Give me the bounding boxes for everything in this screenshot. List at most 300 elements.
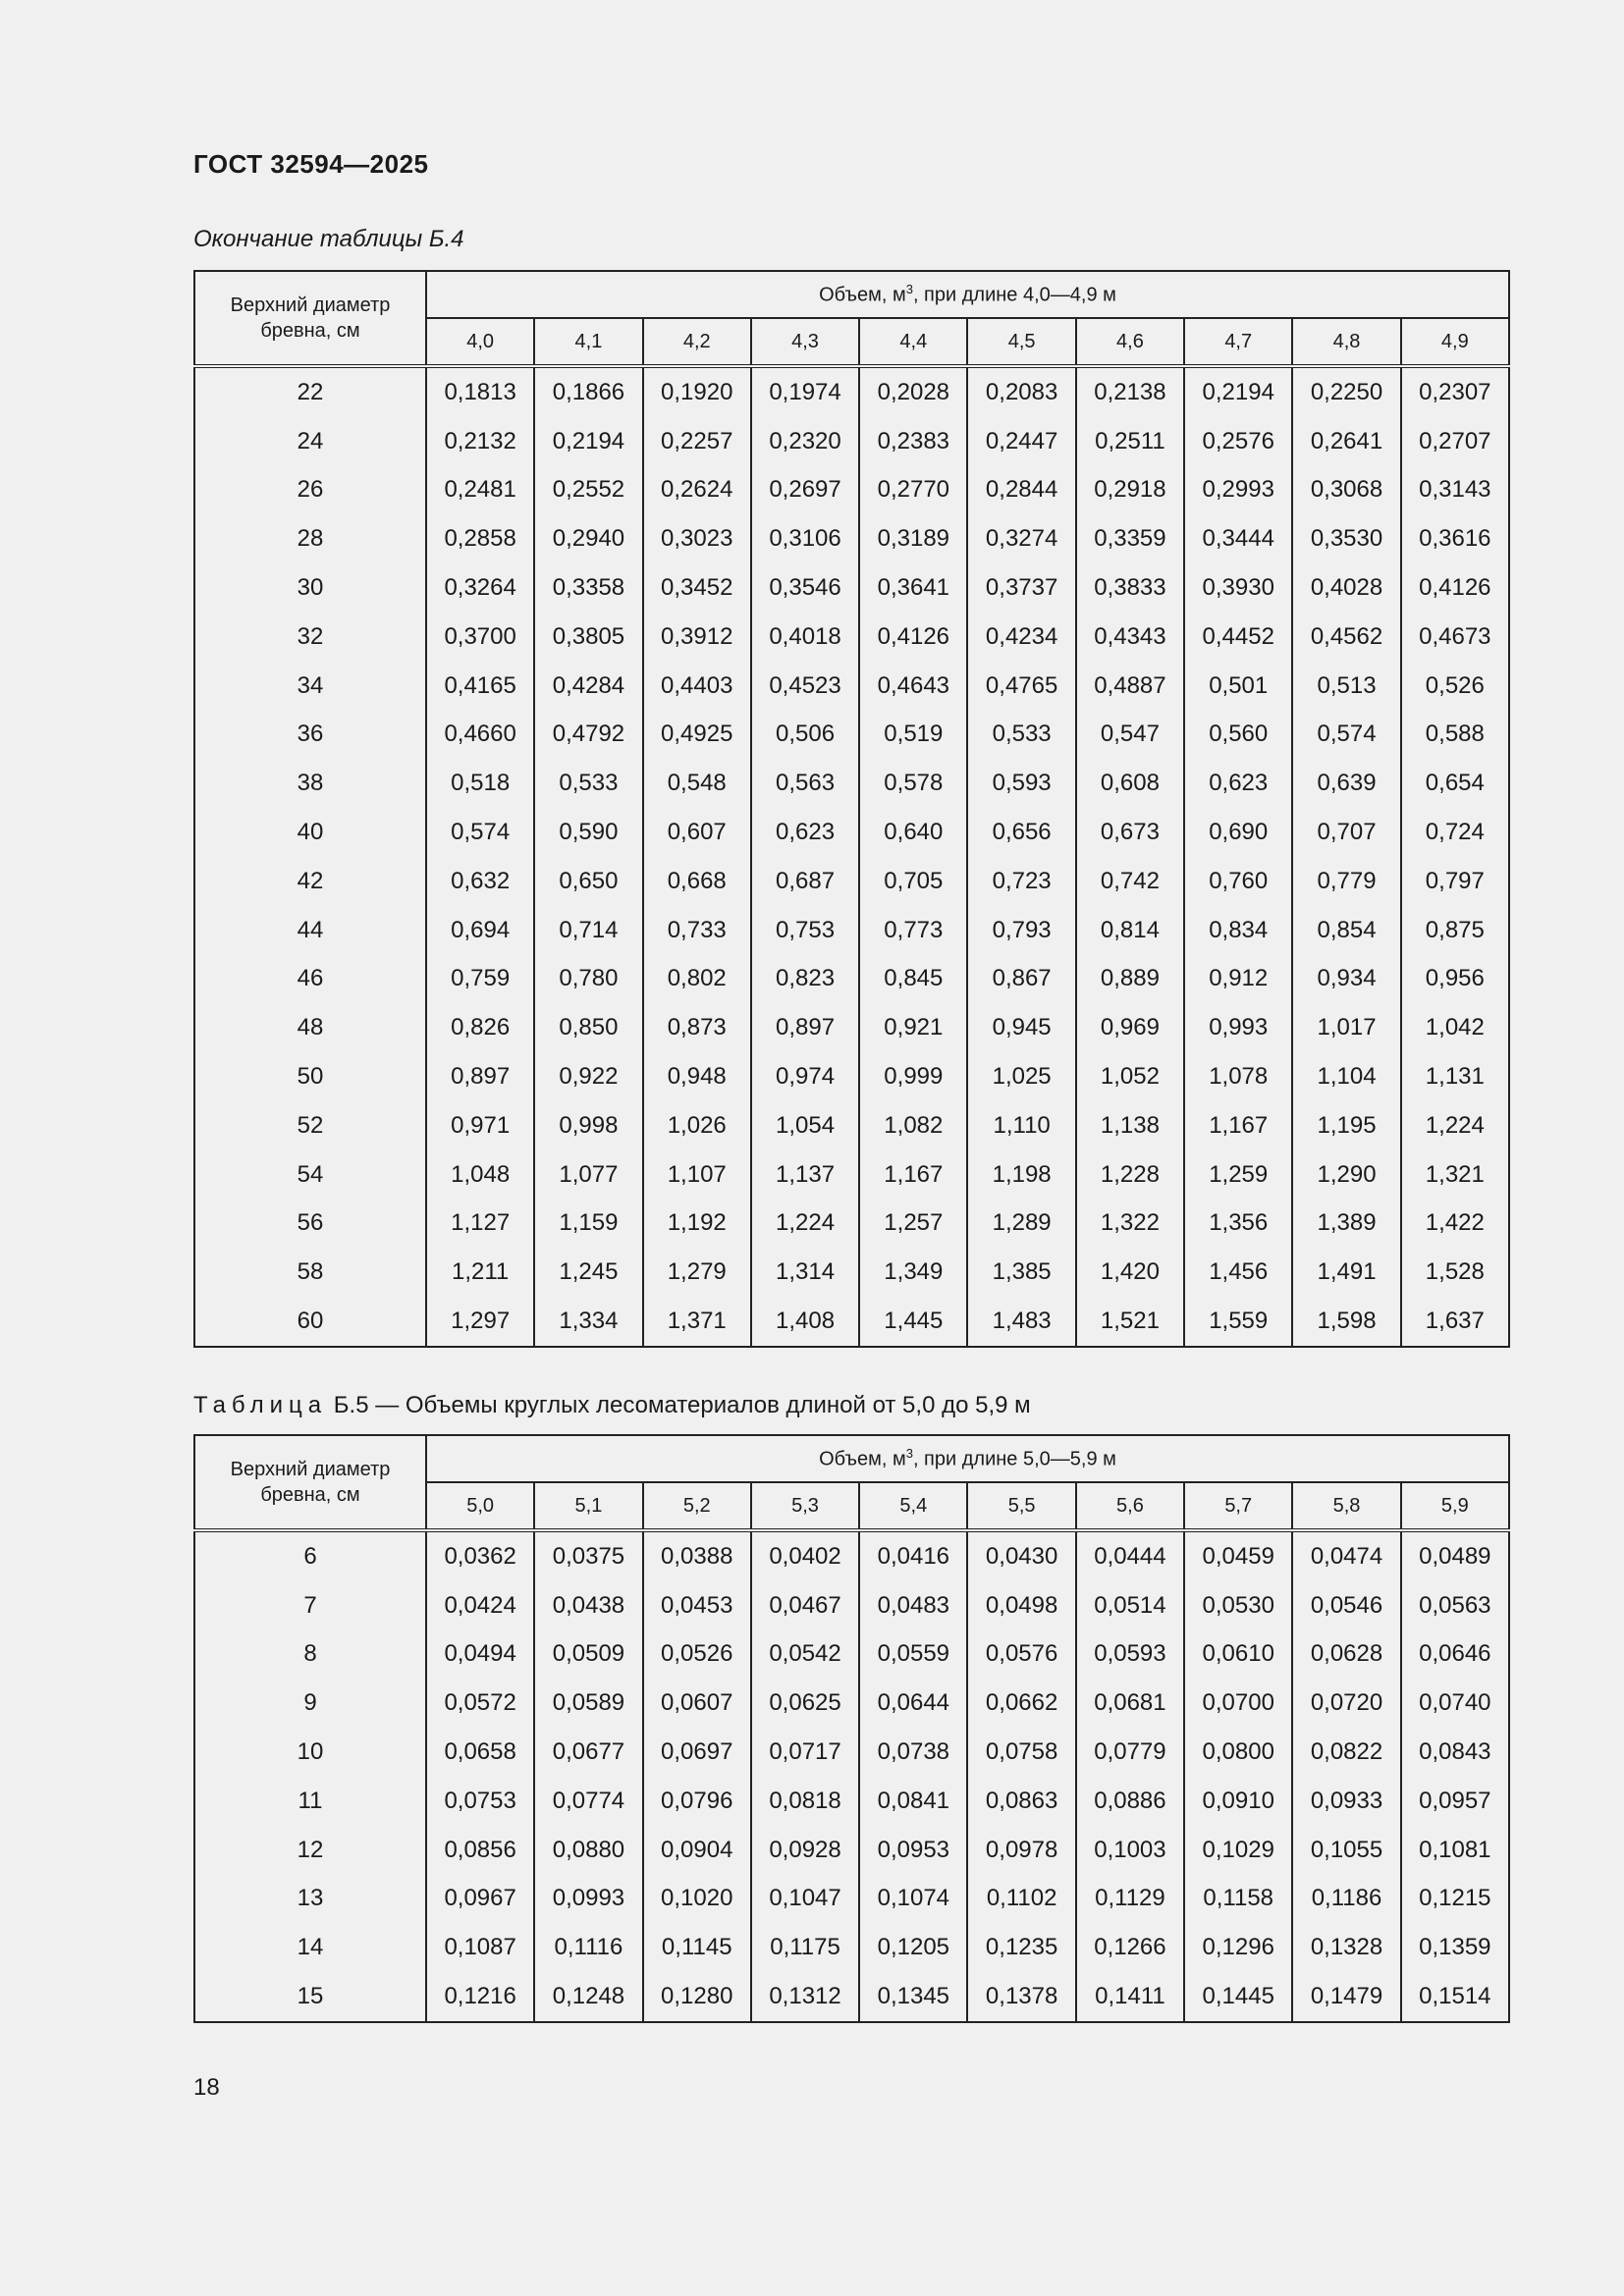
diameter-cell: 6	[194, 1530, 426, 1581]
volume-cell: 1,198	[967, 1150, 1075, 1200]
table-row	[194, 1826, 1509, 1875]
volume-cell: 0,4792	[534, 711, 642, 760]
volume-cell: 1,167	[1184, 1101, 1292, 1150]
table-row	[194, 711, 1509, 760]
volume-cell: 0,993	[1184, 1003, 1292, 1052]
volume-cell: 0,0424	[426, 1581, 534, 1630]
volume-cell: 0,0928	[751, 1826, 859, 1875]
volume-cell: 0,0438	[534, 1581, 642, 1630]
volume-cell: 0,1102	[967, 1875, 1075, 1924]
volume-cell: 0,2844	[967, 466, 1075, 515]
diameter-cell: 14	[194, 1923, 426, 1972]
volume-cell: 0,0774	[534, 1777, 642, 1826]
table-b5-body	[194, 1530, 1509, 2022]
volume-cell: 0,714	[534, 906, 642, 955]
volume-cell: 1,110	[967, 1101, 1075, 1150]
volume-cell: 1,127	[426, 1200, 534, 1249]
volume-cell: 0,563	[751, 759, 859, 808]
table-row	[194, 1297, 1509, 1347]
table-b4-caption: Окончание таблицы Б.4	[193, 226, 464, 252]
volume-cell: 0,668	[643, 857, 751, 906]
volume-cell: 0,0886	[1076, 1777, 1184, 1826]
volume-cell: 0,3264	[426, 563, 534, 613]
volume-cell: 0,0856	[426, 1826, 534, 1875]
volume-cell: 0,0474	[1292, 1530, 1400, 1581]
length-header-cell: 4,3	[751, 318, 859, 366]
volume-cell: 0,3143	[1401, 466, 1509, 515]
volume-cell: 1,290	[1292, 1150, 1400, 1200]
volume-cell: 1,528	[1401, 1248, 1509, 1297]
volume-cell: 0,1514	[1401, 1972, 1509, 2022]
volume-cell: 0,2083	[967, 366, 1075, 417]
length-header-cell: 4,2	[643, 318, 751, 366]
volume-cell: 1,211	[426, 1248, 534, 1297]
diameter-cell: 11	[194, 1777, 426, 1826]
volume-cell: 0,3106	[751, 514, 859, 563]
volume-cell: 1,159	[534, 1200, 642, 1249]
volume-cell: 0,2697	[751, 466, 859, 515]
diameter-cell: 52	[194, 1101, 426, 1150]
length-header-cell: 5,6	[1076, 1482, 1184, 1530]
length-header-cell: 5,0	[426, 1482, 534, 1530]
volume-cell: 0,623	[751, 808, 859, 857]
diameter-cell: 40	[194, 808, 426, 857]
volume-cell: 0,0953	[859, 1826, 967, 1875]
volume-cell: 0,4643	[859, 662, 967, 711]
table-row	[194, 1923, 1509, 1972]
diameter-cell: 58	[194, 1248, 426, 1297]
volume-cell: 0,1312	[751, 1972, 859, 2022]
volume-cell: 1,349	[859, 1248, 967, 1297]
volume-cell: 0,0607	[643, 1679, 751, 1728]
volume-cell: 0,850	[534, 1003, 642, 1052]
volume-cell: 0,1411	[1076, 1972, 1184, 2022]
volume-cell: 0,513	[1292, 662, 1400, 711]
volume-cell: 1,167	[859, 1150, 967, 1200]
volume-cell: 0,3805	[534, 613, 642, 662]
volume-cell: 0,547	[1076, 711, 1184, 760]
volume-cell: 0,4165	[426, 662, 534, 711]
table-b5-caption: Таблица Б.5 — Объемы круглых лесоматериалов длиной от 5,0 до 5,9 м	[193, 1392, 1031, 1418]
volume-cell: 0,0677	[534, 1728, 642, 1777]
table-row	[194, 759, 1509, 808]
volume-cell: 0,0779	[1076, 1728, 1184, 1777]
volume-cell: 0,3530	[1292, 514, 1400, 563]
table-b4	[193, 270, 1510, 1348]
volume-cell: 0,1813	[426, 366, 534, 417]
table-row	[194, 906, 1509, 955]
length-header-cell: 5,7	[1184, 1482, 1292, 1530]
diameter-cell: 9	[194, 1679, 426, 1728]
volume-cell: 0,0697	[643, 1728, 751, 1777]
volume-cell: 0,640	[859, 808, 967, 857]
volume-cell: 0,0644	[859, 1679, 967, 1728]
volume-cell: 0,548	[643, 759, 751, 808]
table-row	[194, 662, 1509, 711]
volume-cell: 0,0933	[1292, 1777, 1400, 1826]
volume-cell: 1,334	[534, 1297, 642, 1347]
length-header-cell: 4,6	[1076, 318, 1184, 366]
volume-cell: 0,518	[426, 759, 534, 808]
volume-cell: 0,0628	[1292, 1630, 1400, 1680]
volume-cell: 0,4765	[967, 662, 1075, 711]
length-header-cell: 4,5	[967, 318, 1075, 366]
volume-cell: 0,574	[426, 808, 534, 857]
volume-cell: 0,0467	[751, 1581, 859, 1630]
volume-cell: 0,654	[1401, 759, 1509, 808]
volume-cell: 0,3023	[643, 514, 751, 563]
volume-cell: 1,420	[1076, 1248, 1184, 1297]
table-row	[194, 1972, 1509, 2022]
diameter-cell: 22	[194, 366, 426, 417]
volume-cell: 0,0498	[967, 1581, 1075, 1630]
volume-cell: 0,4343	[1076, 613, 1184, 662]
diameter-cell: 48	[194, 1003, 426, 1052]
volume-cell: 0,3616	[1401, 514, 1509, 563]
volume-cell: 0,533	[534, 759, 642, 808]
volume-cell: 1,356	[1184, 1200, 1292, 1249]
volume-cell: 0,0526	[643, 1630, 751, 1680]
volume-cell: 0,0402	[751, 1530, 859, 1581]
volume-cell: 0,3358	[534, 563, 642, 613]
volume-cell: 0,889	[1076, 955, 1184, 1004]
volume-cell: 1,491	[1292, 1248, 1400, 1297]
volume-header: Объем, $м^3$, при длине 4,0—4,9 м	[426, 271, 1509, 318]
volume-cell: 0,1074	[859, 1875, 967, 1924]
table-row	[194, 1875, 1509, 1924]
volume-cell: 0,1175	[751, 1923, 859, 1972]
table-row	[194, 1003, 1509, 1052]
table-row	[194, 1581, 1509, 1630]
volume-cell: 0,1158	[1184, 1875, 1292, 1924]
volume-cell: 1,408	[751, 1297, 859, 1347]
volume-cell: 0,0593	[1076, 1630, 1184, 1680]
volume-cell: 0,1248	[534, 1972, 642, 2022]
volume-cell: 0,1029	[1184, 1826, 1292, 1875]
volume-cell: 0,578	[859, 759, 967, 808]
volume-cell: 0,650	[534, 857, 642, 906]
volume-cell: 0,0740	[1401, 1679, 1509, 1728]
length-header-cell: 5,5	[967, 1482, 1075, 1530]
volume-cell: 0,2511	[1076, 417, 1184, 466]
volume-cell: 0,0416	[859, 1530, 967, 1581]
volume-cell: 0,0993	[534, 1875, 642, 1924]
volume-cell: 0,897	[751, 1003, 859, 1052]
volume-cell: 0,0978	[967, 1826, 1075, 1875]
volume-cell: 1,026	[643, 1101, 751, 1150]
diameter-header: Верхний диаметр бревна, см	[194, 1435, 426, 1530]
table-row	[194, 613, 1509, 662]
volume-cell: 1,137	[751, 1150, 859, 1200]
volume-cell: 0,3444	[1184, 514, 1292, 563]
volume-cell: 0,948	[643, 1052, 751, 1101]
volume-cell: 0,971	[426, 1101, 534, 1150]
volume-cell: 0,1216	[426, 1972, 534, 2022]
volume-cell: 1,483	[967, 1297, 1075, 1347]
volume-cell: 0,0388	[643, 1530, 751, 1581]
volume-cell: 0,2138	[1076, 366, 1184, 417]
volume-cell: 0,3546	[751, 563, 859, 613]
volume-cell: 0,753	[751, 906, 859, 955]
volume-cell: 0,1328	[1292, 1923, 1400, 1972]
volume-cell: 0,0589	[534, 1679, 642, 1728]
volume-cell: 0,1003	[1076, 1826, 1184, 1875]
volume-cell: 1,598	[1292, 1297, 1400, 1347]
volume-cell: 0,1280	[643, 1972, 751, 2022]
volume-cell: 0,0662	[967, 1679, 1075, 1728]
doc-code: ГОСТ 32594—2025	[193, 149, 429, 179]
length-header-cell: 5,1	[534, 1482, 642, 1530]
volume-cell: 1,289	[967, 1200, 1075, 1249]
volume-cell: 0,1920	[643, 366, 751, 417]
volume-cell: 1,314	[751, 1248, 859, 1297]
volume-cell: 0,0453	[643, 1581, 751, 1630]
volume-cell: 0,793	[967, 906, 1075, 955]
volume-cell: 0,1235	[967, 1923, 1075, 1972]
length-header-cell: 4,8	[1292, 318, 1400, 366]
volume-cell: 0,4018	[751, 613, 859, 662]
volume-cell: 0,632	[426, 857, 534, 906]
diameter-header: Верхний диаметр бревна, см	[194, 271, 426, 366]
volume-cell: 0,590	[534, 808, 642, 857]
volume-cell: 0,506	[751, 711, 859, 760]
volume-cell: 0,0681	[1076, 1679, 1184, 1728]
volume-cell: 0,2320	[751, 417, 859, 466]
volume-cell: 0,687	[751, 857, 859, 906]
volume-cell: 0,845	[859, 955, 967, 1004]
volume-cell: 0,867	[967, 955, 1075, 1004]
volume-cell: 0,4925	[643, 711, 751, 760]
volume-cell: 0,2641	[1292, 417, 1400, 466]
volume-cell: 0,0646	[1401, 1630, 1509, 1680]
volume-cell: 0,1055	[1292, 1826, 1400, 1875]
volume-cell: 0,593	[967, 759, 1075, 808]
volume-cell: 0,0576	[967, 1630, 1075, 1680]
volume-cell: 0,0514	[1076, 1581, 1184, 1630]
diameter-cell: 24	[194, 417, 426, 466]
volume-cell: 0,3641	[859, 563, 967, 613]
table-b4-body	[194, 366, 1509, 1347]
table-row	[194, 1200, 1509, 1249]
volume-cell: 0,0800	[1184, 1728, 1292, 1777]
volume-cell: 0,0818	[751, 1777, 859, 1826]
volume-cell: 0,526	[1401, 662, 1509, 711]
volume-cell: 0,0717	[751, 1728, 859, 1777]
volume-cell: 1,521	[1076, 1297, 1184, 1347]
volume-cell: 1,025	[967, 1052, 1075, 1101]
volume-cell: 0,912	[1184, 955, 1292, 1004]
volume-cell: 1,259	[1184, 1150, 1292, 1200]
volume-cell: 0,3452	[643, 563, 751, 613]
volume-cell: 0,2132	[426, 417, 534, 466]
length-header-cell: 5,4	[859, 1482, 967, 1530]
diameter-cell: 15	[194, 1972, 426, 2022]
table-row	[194, 466, 1509, 515]
volume-cell: 0,3737	[967, 563, 1075, 613]
diameter-cell: 36	[194, 711, 426, 760]
volume-cell: 0,4234	[967, 613, 1075, 662]
diameter-cell: 54	[194, 1150, 426, 1200]
table-row	[194, 1728, 1509, 1777]
volume-cell: 1,637	[1401, 1297, 1509, 1347]
volume-cell: 0,1186	[1292, 1875, 1400, 1924]
diameter-cell: 13	[194, 1875, 426, 1924]
volume-cell: 0,0658	[426, 1728, 534, 1777]
volume-cell: 0,656	[967, 808, 1075, 857]
volume-cell: 1,228	[1076, 1150, 1184, 1200]
volume-cell: 0,1087	[426, 1923, 534, 1972]
table-row	[194, 1777, 1509, 1826]
volume-cell: 0,690	[1184, 808, 1292, 857]
diameter-cell: 12	[194, 1826, 426, 1875]
diameter-cell: 50	[194, 1052, 426, 1101]
volume-cell: 0,2624	[643, 466, 751, 515]
volume-cell: 1,456	[1184, 1248, 1292, 1297]
table-row	[194, 1052, 1509, 1101]
volume-cell: 0,501	[1184, 662, 1292, 711]
volume-cell: 0,4660	[426, 711, 534, 760]
table-row	[194, 1150, 1509, 1200]
diameter-cell: 34	[194, 662, 426, 711]
volume-cell: 0,3189	[859, 514, 967, 563]
volume-cell: 0,0459	[1184, 1530, 1292, 1581]
volume-cell: 0,2481	[426, 466, 534, 515]
volume-cell: 0,1359	[1401, 1923, 1509, 1972]
volume-cell: 0,854	[1292, 906, 1400, 955]
volume-cell: 0,934	[1292, 955, 1400, 1004]
volume-cell: 1,195	[1292, 1101, 1400, 1150]
volume-cell: 1,017	[1292, 1003, 1400, 1052]
volume-cell: 0,780	[534, 955, 642, 1004]
volume-cell: 0,2858	[426, 514, 534, 563]
volume-cell: 0,0700	[1184, 1679, 1292, 1728]
volume-cell: 0,560	[1184, 711, 1292, 760]
volume-cell: 0,2383	[859, 417, 967, 466]
volume-cell: 0,0967	[426, 1875, 534, 1924]
volume-cell: 0,0375	[534, 1530, 642, 1581]
volume-cell: 0,1116	[534, 1923, 642, 1972]
diameter-cell: 28	[194, 514, 426, 563]
diameter-cell: 60	[194, 1297, 426, 1347]
volume-cell: 0,533	[967, 711, 1075, 760]
length-header-cell: 5,3	[751, 1482, 859, 1530]
volume-cell: 0,779	[1292, 857, 1400, 906]
volume-cell: 0,3930	[1184, 563, 1292, 613]
diameter-cell: 7	[194, 1581, 426, 1630]
volume-cell: 0,0957	[1401, 1777, 1509, 1826]
table-row	[194, 1679, 1509, 1728]
volume-cell: 0,1205	[859, 1923, 967, 1972]
volume-cell: 0,0880	[534, 1826, 642, 1875]
volume-cell: 0,2194	[1184, 366, 1292, 417]
volume-cell: 0,1974	[751, 366, 859, 417]
diameter-cell: 32	[194, 613, 426, 662]
volume-cell: 1,138	[1076, 1101, 1184, 1150]
volume-cell: 0,875	[1401, 906, 1509, 955]
length-header-cell: 5,2	[643, 1482, 751, 1530]
table-row	[194, 417, 1509, 466]
volume-cell: 0,1081	[1401, 1826, 1509, 1875]
volume-cell: 0,2918	[1076, 466, 1184, 515]
volume-cell: 0,607	[643, 808, 751, 857]
volume-cell: 1,297	[426, 1297, 534, 1347]
table-row	[194, 514, 1509, 563]
volume-cell: 0,694	[426, 906, 534, 955]
volume-cell: 1,224	[1401, 1101, 1509, 1150]
volume-cell: 0,2707	[1401, 417, 1509, 466]
volume-cell: 0,0444	[1076, 1530, 1184, 1581]
volume-cell: 0,673	[1076, 808, 1184, 857]
volume-cell: 0,0863	[967, 1777, 1075, 1826]
volume-cell: 0,0625	[751, 1679, 859, 1728]
volume-cell: 0,797	[1401, 857, 1509, 906]
volume-cell: 0,1215	[1401, 1875, 1509, 1924]
volume-cell: 0,2993	[1184, 466, 1292, 515]
table-row	[194, 563, 1509, 613]
volume-cell: 0,588	[1401, 711, 1509, 760]
volume-cell: 0,3274	[967, 514, 1075, 563]
volume-cell: 1,107	[643, 1150, 751, 1200]
page-number: 18	[193, 2074, 220, 2101]
volume-cell: 0,814	[1076, 906, 1184, 955]
diameter-cell: 8	[194, 1630, 426, 1680]
volume-cell: 1,422	[1401, 1200, 1509, 1249]
volume-cell: 0,834	[1184, 906, 1292, 955]
volume-cell: 1,078	[1184, 1052, 1292, 1101]
volume-cell: 0,0559	[859, 1630, 967, 1680]
volume-cell: 0,0489	[1401, 1530, 1509, 1581]
volume-cell: 0,897	[426, 1052, 534, 1101]
volume-cell: 0,1445	[1184, 1972, 1292, 2022]
volume-cell: 0,0572	[426, 1679, 534, 1728]
volume-cell: 0,4403	[643, 662, 751, 711]
volume-cell: 0,4452	[1184, 613, 1292, 662]
volume-cell: 0,2576	[1184, 417, 1292, 466]
volume-cell: 0,4887	[1076, 662, 1184, 711]
volume-cell: 0,574	[1292, 711, 1400, 760]
length-header-cell: 4,7	[1184, 318, 1292, 366]
table-row	[194, 808, 1509, 857]
volume-cell: 0,1145	[643, 1923, 751, 1972]
volume-cell: 0,705	[859, 857, 967, 906]
volume-cell: 0,3833	[1076, 563, 1184, 613]
volume-cell: 1,104	[1292, 1052, 1400, 1101]
volume-cell: 0,3700	[426, 613, 534, 662]
volume-cell: 0,623	[1184, 759, 1292, 808]
volume-cell: 0,873	[643, 1003, 751, 1052]
volume-cell: 0,4126	[1401, 563, 1509, 613]
diameter-cell: 30	[194, 563, 426, 613]
volume-cell: 1,048	[426, 1150, 534, 1200]
volume-cell: 0,2770	[859, 466, 967, 515]
volume-cell: 0,0494	[426, 1630, 534, 1680]
volume-cell: 0,1047	[751, 1875, 859, 1924]
volume-cell: 0,0753	[426, 1777, 534, 1826]
volume-cell: 0,3068	[1292, 466, 1400, 515]
volume-cell: 0,1296	[1184, 1923, 1292, 1972]
volume-cell: 0,0822	[1292, 1728, 1400, 1777]
table-row	[194, 955, 1509, 1004]
volume-cell: 0,639	[1292, 759, 1400, 808]
volume-cell: 1,371	[643, 1297, 751, 1347]
length-header-cell: 5,8	[1292, 1482, 1400, 1530]
diameter-cell: 44	[194, 906, 426, 955]
volume-cell: 0,2028	[859, 366, 967, 417]
volume-header: Объем, $м^3$, при длине 5,0—5,9 м	[426, 1435, 1509, 1482]
volume-cell: 1,245	[534, 1248, 642, 1297]
volume-cell: 1,322	[1076, 1200, 1184, 1249]
volume-cell: 0,519	[859, 711, 967, 760]
